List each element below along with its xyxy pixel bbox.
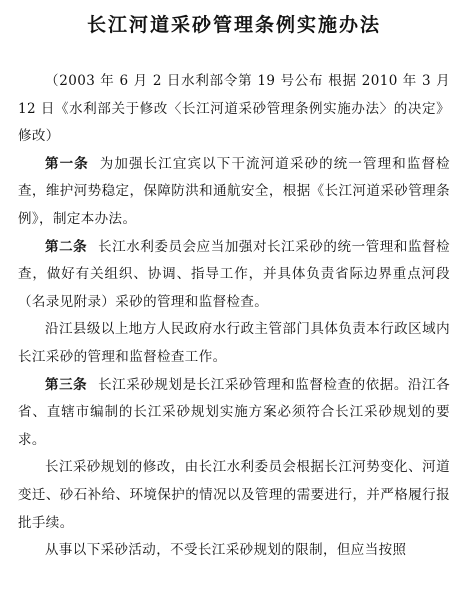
document-body — [18, 68, 450, 565]
article-2-text: 长江水利委员会应当加强对长江采砂的统一管理和监督检查，做好有关组织、协调、指导工作，并具体负责省际边界重点河段（名录见附录）采砂的管理和监督检查。 — [18, 238, 451, 310]
article-1-number: 第一条 — [45, 155, 89, 172]
article-3-text: 长江采砂规划是长江采砂管理和监督检查的依据。沿江各省、直辖市编制的长江采砂规划实施方案必须符合长江采砂规划的要求。 — [18, 376, 451, 448]
article-3-number: 第三条 — [45, 376, 88, 393]
article-3-paragraph-2: 长江采砂规划的修改，由长江水利委员会根据长江河势变化、河道变迁、砂石补给、环境保护的情况以及管理的需要进行，并严格履行报批手续。 — [18, 459, 450, 531]
document-title: 长江河道采砂管理条例实施办法 — [86, 14, 381, 36]
article-2 — [18, 234, 450, 317]
article-1 — [18, 151, 450, 234]
article-3 — [18, 372, 450, 455]
article-1-text: 为加强长江宜宾以下干流河道采砂的统一管理和监督检查，维护河势稳定，保障防洪和通航安全，根据《长江河道采砂管理条例》，制定本办法。 — [18, 155, 450, 227]
article-3-paragraph-3: 从事以下采砂活动，不受长江采砂规划的限制，但应当按照 — [45, 542, 407, 559]
preamble: （2003 年 6 月 2 日水利部令第 19 号公布 根据 2010 年 3 月 12 日《水利部关于修改〈长江河道采砂管理条例实施办法〉的决定》修改） — [18, 73, 450, 145]
article-2-number: 第二条 — [45, 238, 88, 255]
article-2-paragraph-2: 沿江县级以上地方人民政府水行政主管部门具体负责本行政区域内长江采砂的管理和监督检查工作。 — [18, 321, 450, 365]
